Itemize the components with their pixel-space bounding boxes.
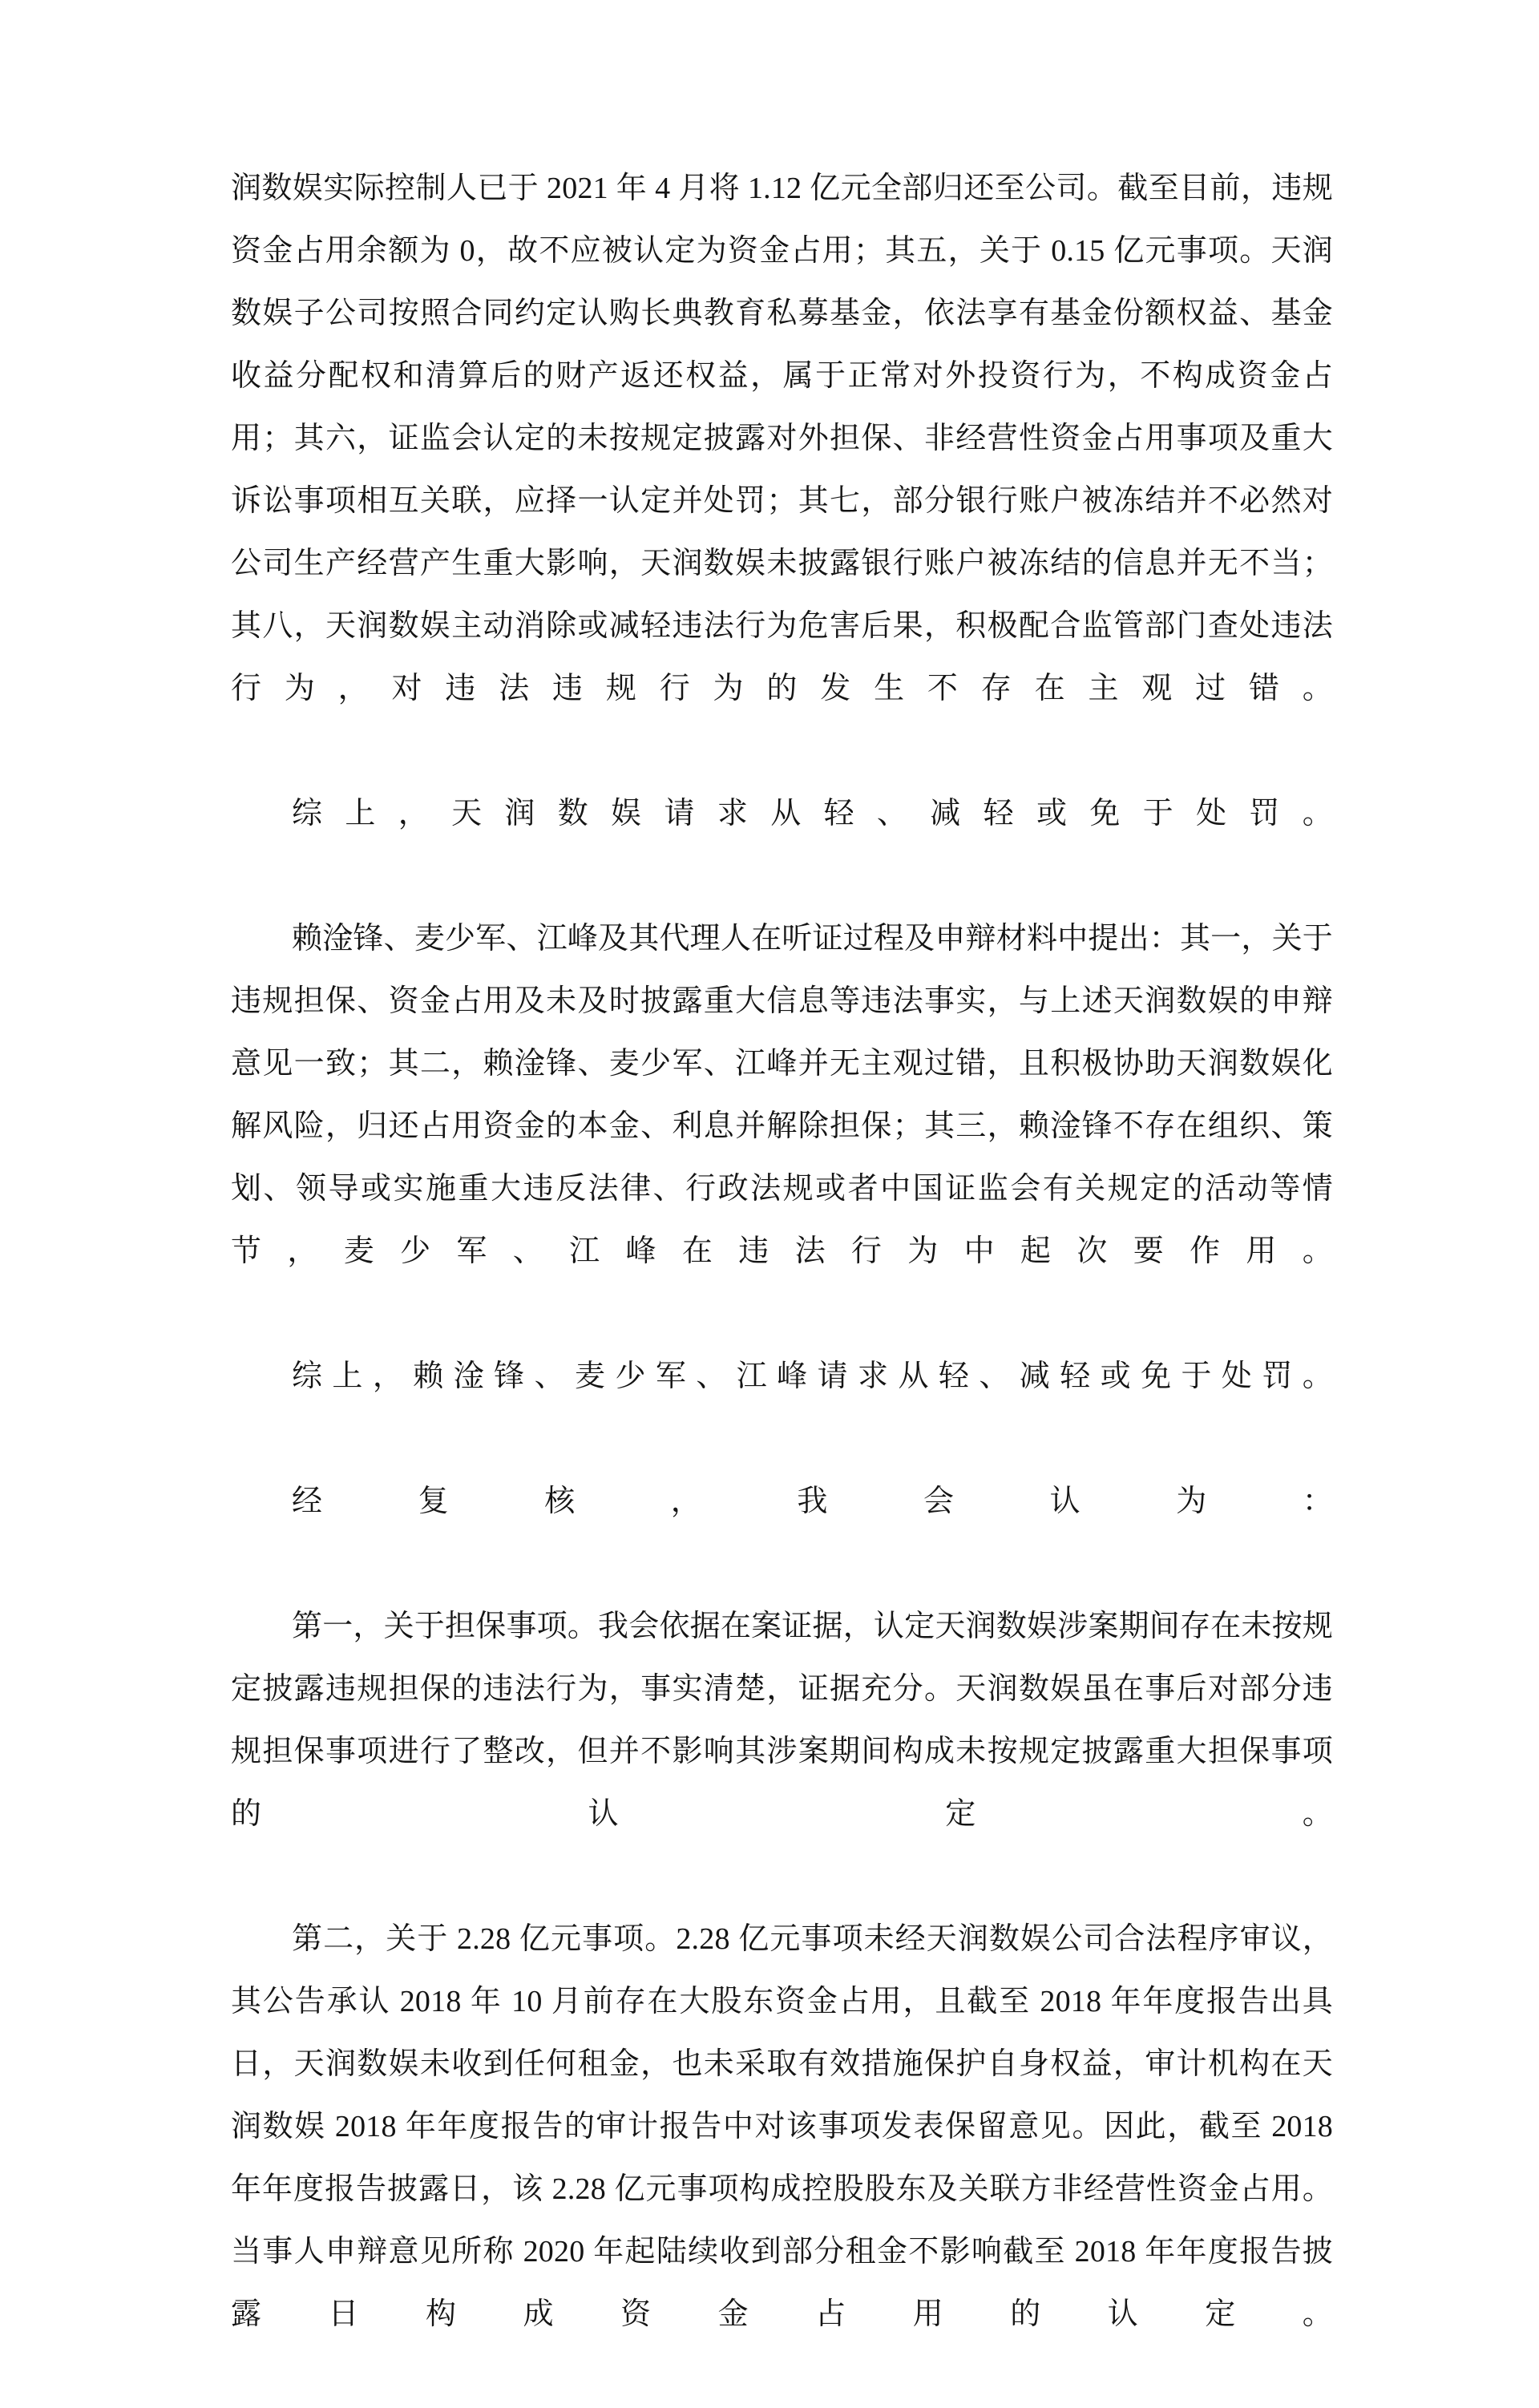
paragraph-continued-defense: 润数娱实际控制人已于 2021 年 4 月将 1.12 亿元全部归还至公司。截至目前，违规资金占用余额为 0，故不应被认定为资金占用；其五，关于 0.15 亿元事项。天润数娱子公司按照合同约定认购长典教育私募基金，依法享有基金份额权益、基金收益分配权和清算后的财产返还权益，属于正常对外投资行为，不构成资金占用；其六，证监会认定的未按规定披露对外担保、非经营性资金占用事项及重大诉讼事项相互关联，应择一认定并处罚；其七，部分银行账户被冻结并不必然对公司生产经营产生重大影响，天润数娱未披露银行账户被冻结的信息并无不当；其八，天润数娱主动消除或减轻违法行为危害后果，积极配合监管部门查处违法行为，对违法违规行为的发生不存在主观过错。: [231, 172, 1333, 705]
document-text-body: [231, 157, 1333, 2408]
paragraph-summary-individuals: 综上，赖淦锋、麦少军、江峰请求从轻、减轻或免于处罚。: [292, 1360, 1333, 1393]
paragraph-finding-one: 第一，关于担保事项。我会依据在案证据，认定天润数娱涉案期间存在未按规定披露违规担保的违法行为，事实清楚，证据充分。天润数娱虽在事后对部分违规担保事项进行了整改，但并不影响其涉案期间构成未按规定披露重大担保事项的认定。: [231, 1610, 1333, 1831]
paragraph-finding-two: 第二，关于 2.28 亿元事项。2.28 亿元事项未经天润数娱公司合法程序审议，其公告承认 2018 年 10 月前存在大股东资金占用，且截至 2018 年年度报告出具日，天润数娱未收到任何租金，也未采取有效措施保护自身权益，审计机构在天润数娱 2018 年年度报告的审计报告中对该事项发表保留意见。因此，截至 2018 年年度报告披露日，该 2.28 亿元事项构成控股股东及关联方非经营性资金占用。当事人申辩意见所称 2020 年起陆续收到部分租金不影响截至 2018 年年度报告披露日构成资金占用的认定。: [231, 1922, 1333, 2331]
paragraph-individuals-defense: 赖淦锋、麦少军、江峰及其代理人在听证过程及申辩材料中提出：其一，关于违规担保、资金占用及未及时披露重大信息等违法事实，与上述天润数娱的申辩意见一致；其二，赖淦锋、麦少军、江峰并无主观过错，且积极协助天润数娱化解风险，归还占用资金的本金、利息并解除担保；其三，赖淦锋不存在组织、策划、领导或实施重大违反法律、行政法规或者中国证监会有关规定的活动等情节，麦少军、江峰在违法行为中起次要作用。: [231, 922, 1333, 1268]
paragraph-review-opening: 经复核，我会认为：: [292, 1485, 1333, 1518]
paragraph-summary-tianrun: 综上，天润数娱请求从轻、减轻或免于处罚。: [292, 797, 1333, 830]
